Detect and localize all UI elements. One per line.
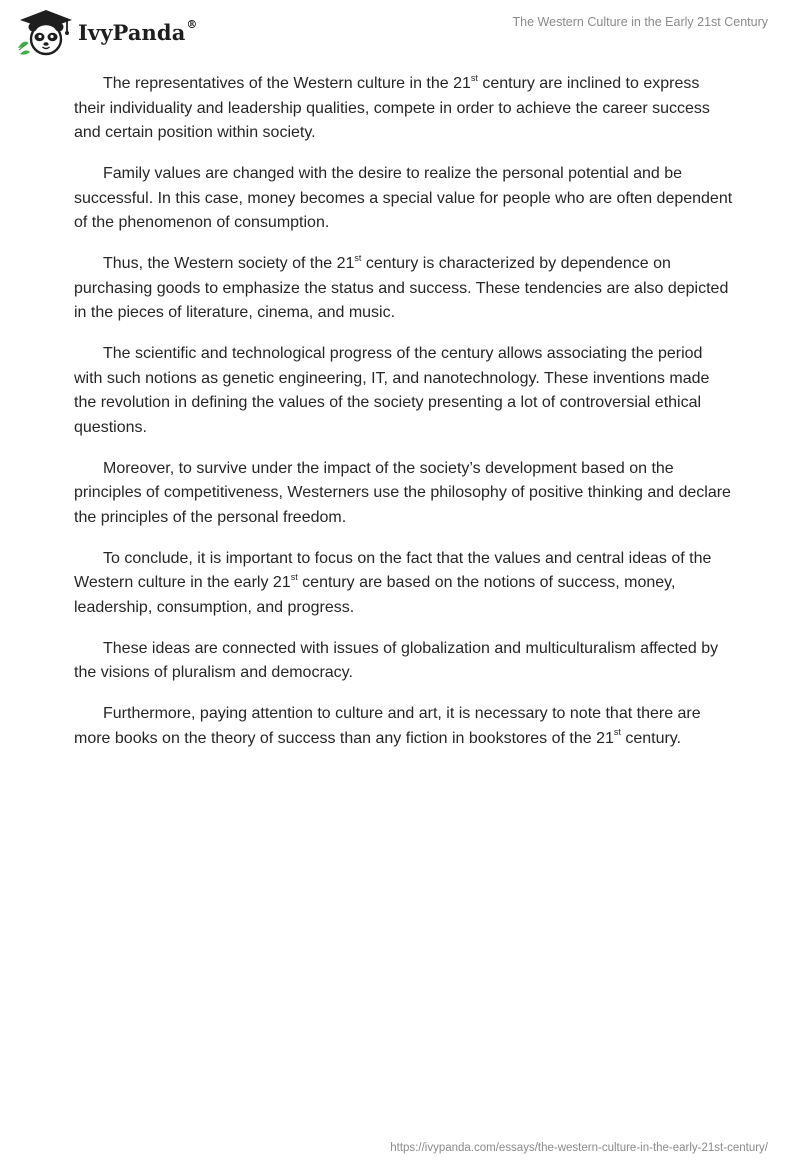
paragraph-text: century is characterized by dependence on purchasing goods to emphasize the status and success. These tendencies are also depicted in the pieces of literature, cinema, and music. — [74, 255, 729, 321]
ivypanda-logo[interactable] — [14, 6, 198, 56]
page-header — [0, 0, 800, 60]
paragraph-text: The representatives of the Western culture in the 21 — [103, 75, 471, 92]
paragraph-7 — [74, 637, 734, 686]
ordinal-suffix: st — [613, 727, 621, 738]
paragraph-text: Furthermore, paying attention to culture and art, it is necessary to note that there are more books on the theory of success than any fiction in bookstores of the 21 — [74, 705, 701, 747]
paragraph-6 — [74, 547, 734, 621]
ordinal-suffix: st — [290, 571, 298, 582]
paragraph-text: century. — [620, 729, 682, 747]
paragraph-5 — [74, 457, 734, 531]
paragraph-8 — [74, 702, 734, 751]
paragraph-text: Family values are changed with the desire to realize the personal potential and be successful. In this case, money becomes a special value for people who are often dependent of the phenomenon of consumption. — [74, 165, 733, 231]
registered-mark: ® — [186, 17, 198, 31]
paragraph-2 — [74, 162, 734, 236]
paragraph-text: century are based on the notions of success, money, leadership, consumption, and progress. — [74, 574, 676, 616]
panda-logo-icon — [14, 6, 76, 56]
paragraph-3 — [74, 252, 734, 326]
paragraph-text: century are inclined to express their individuality and leadership qualities, compete in order to achieve the career success and certain position within society. — [74, 75, 710, 141]
brand-name — [78, 17, 198, 45]
document-title: The Western Culture in the Early 21st Century — [512, 15, 768, 29]
ordinal-suffix: st — [470, 72, 478, 83]
paragraph-text: The scientific and technological progress of the century allows associating the period with such notions as genetic engineering, IT, and nanotechnology. These inventions made the revolution in defining the values of the society presenting a lot of controversial ethical questions. — [74, 345, 710, 436]
brand-text: IvyPanda — [78, 19, 186, 45]
paragraph-1 — [74, 72, 734, 146]
paragraph-text: To conclude, it is important to focus on the fact that the values and central ideas of the Western culture in the early 21 — [74, 549, 712, 591]
paragraph-text: These ideas are connected with issues of globalization and multiculturalism affected by the visions of pluralism and democracy. — [74, 639, 719, 681]
paragraph-text: Moreover, to survive under the impact of the society’s development based on the principles of competitiveness, Westerners use the philosophy of positive thinking and declare the principles of the personal freedom. — [74, 459, 731, 526]
paragraph-text: Thus, the Western society of the 21 — [103, 255, 355, 272]
paragraph-4 — [74, 342, 734, 440]
ordinal-suffix: st — [354, 252, 362, 263]
source-url-link[interactable]: https://ivypanda.com/essays/the-western-culture-in-the-early-21st-century/ — [390, 1142, 768, 1154]
essay-body — [74, 72, 734, 768]
